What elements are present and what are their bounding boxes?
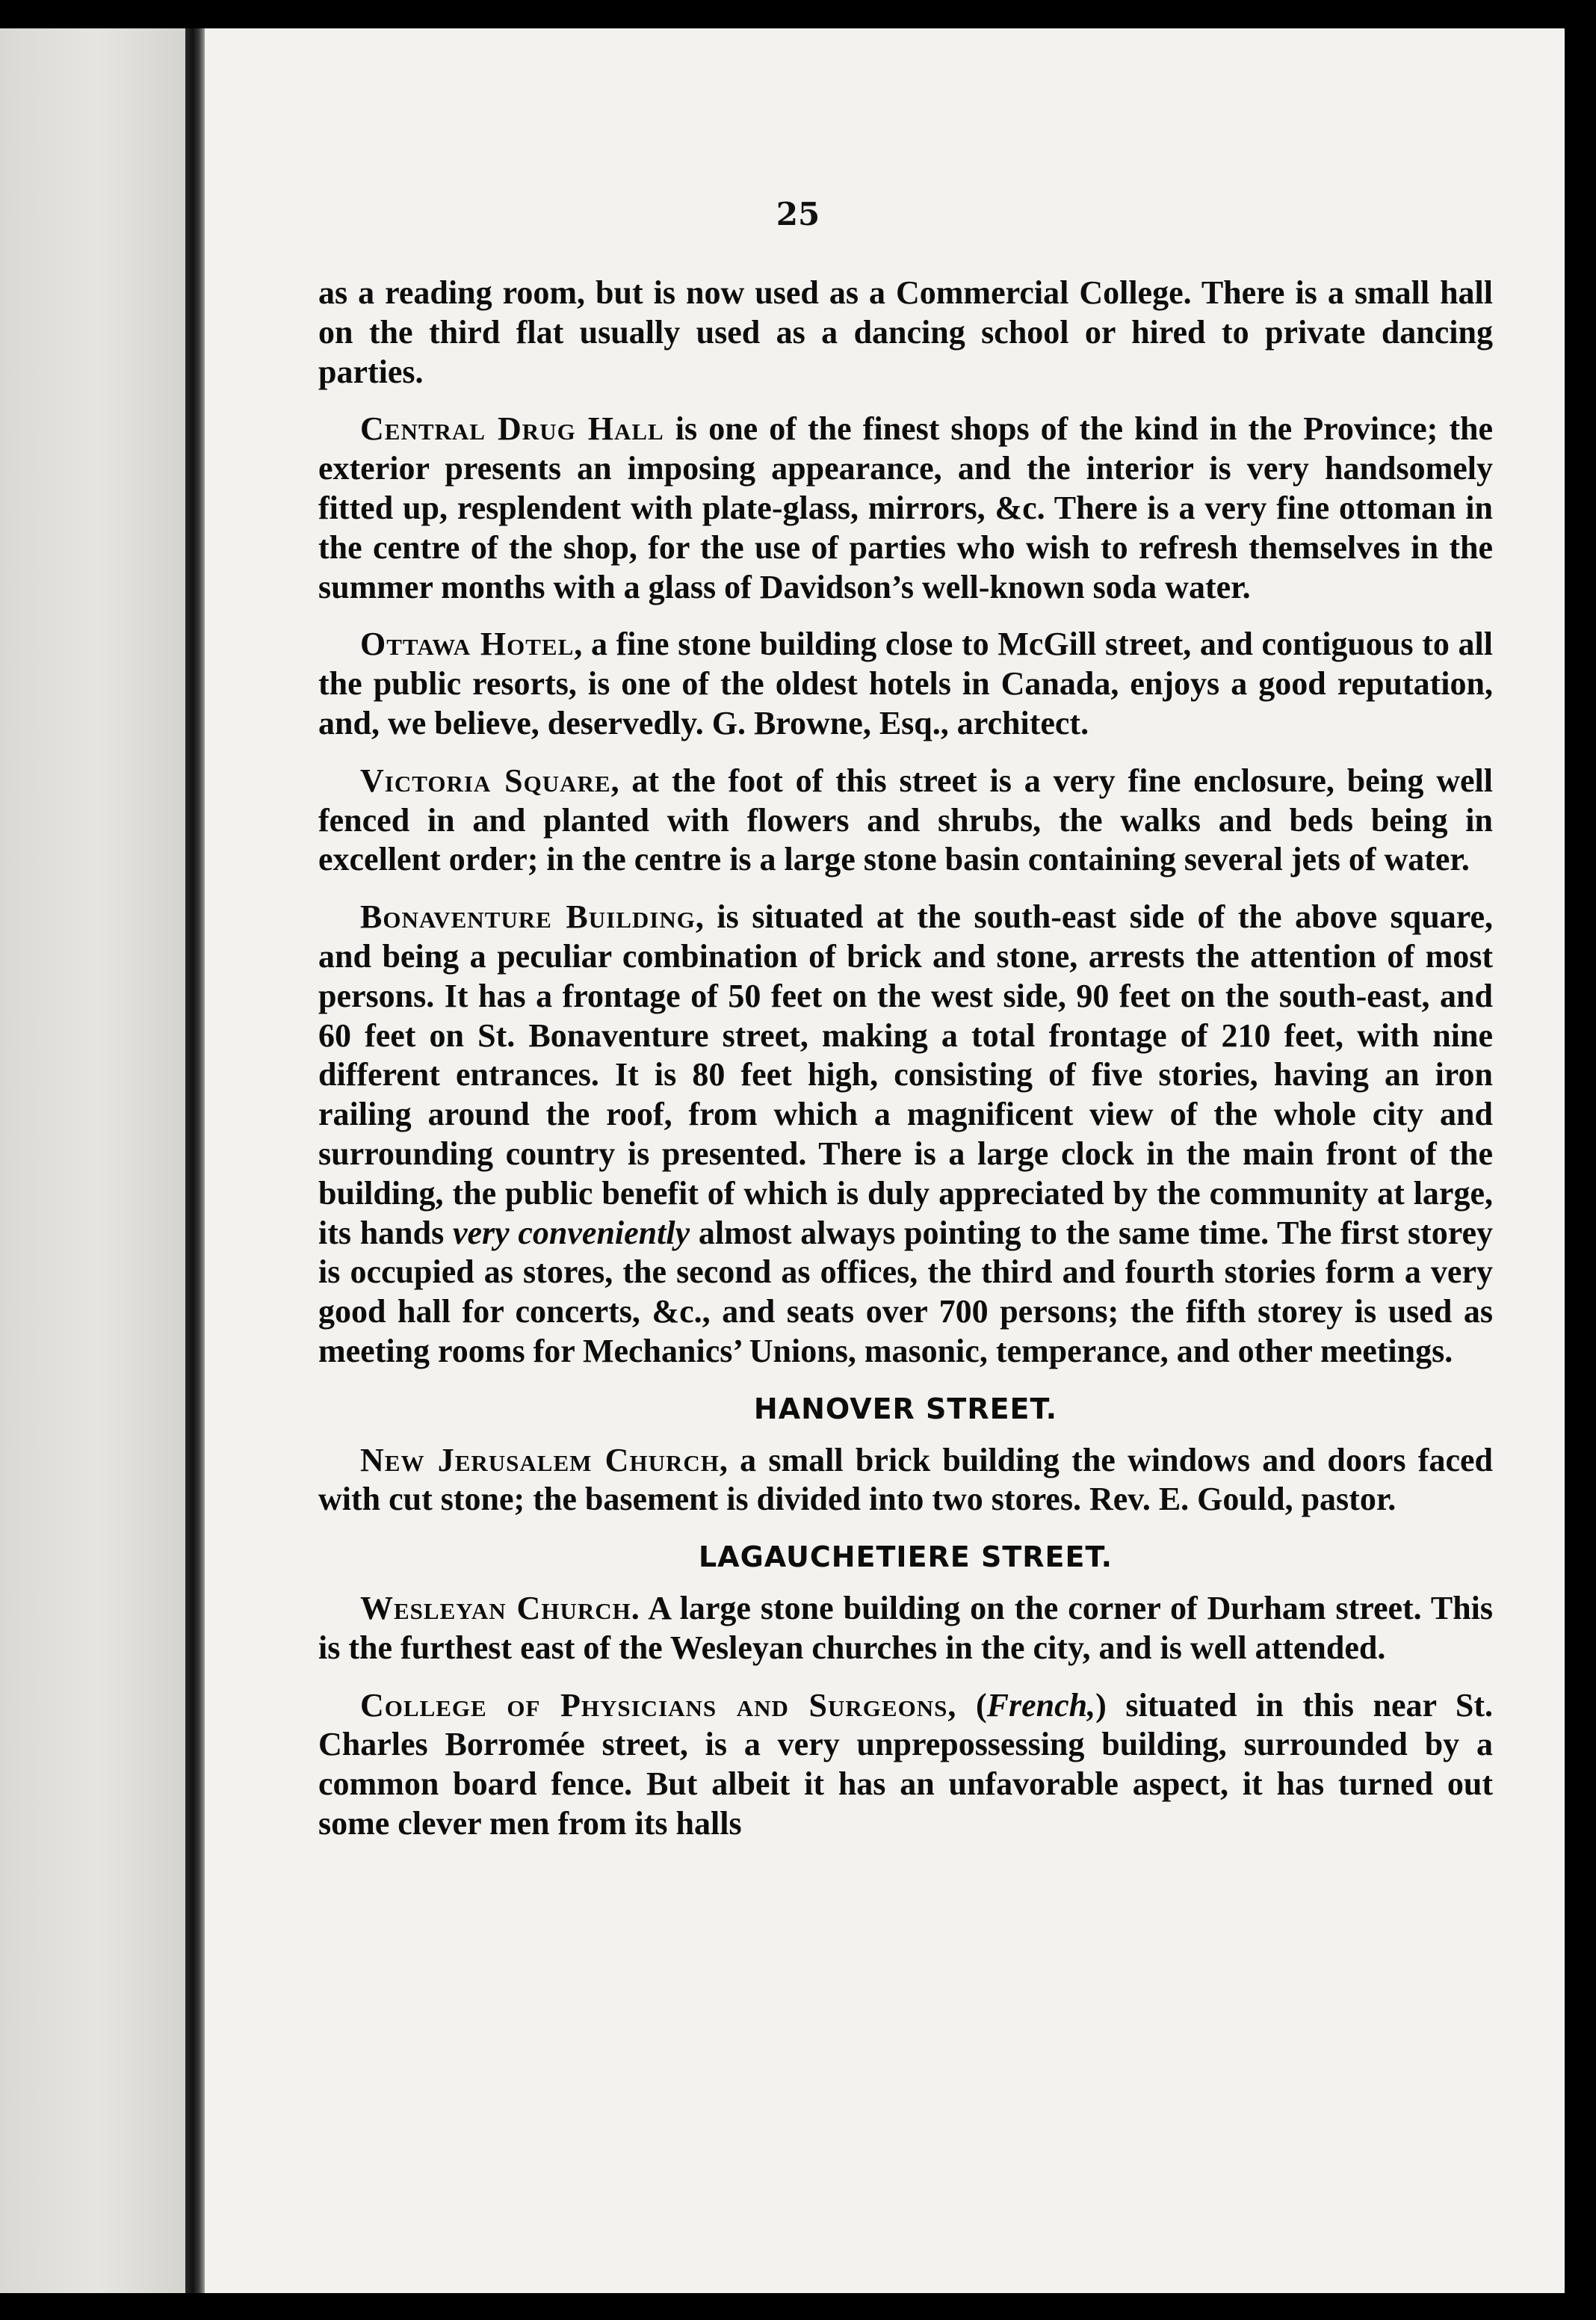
facing-page-edge: [0, 28, 196, 2293]
paragraph-wesleyan-church: [318, 1589, 1493, 1668]
paragraph-intro: [318, 274, 1493, 392]
paragraph-text: , a fine stone building close to McGill street, and contiguous to all the public resorts, is one of the oldest hotels in Canada, enjoys a good reputation, and, we believe, deservedly. G. Browne, Esq., architect.: [318, 626, 1493, 741]
book-gutter: [185, 28, 205, 2293]
paragraph-bonaventure-building: [318, 898, 1493, 1372]
paragraph-text: , is situated at the south-east side of the above square, and being a peculiar combination of brick and stone, arrests the attention of most persons. It has a frontage of 50 feet on the west side, 90 feet on the south-east, and 60 feet on St. Bonaventure street, making a total frontage of 210 feet, with nine different entrances. It is 80 feet high, consisting of five stories, having an iron railing around the roof, from which a magnificent view of the whole city and surrounding country is presented. There is a large clock in the main front of the building, the public benefit of which is duly appreciated by the community at large, its hands: [318, 898, 1493, 1251]
page-body: [318, 274, 1493, 1862]
section-heading-hanover-street: HANOVER STREET.: [753, 1392, 1058, 1425]
paragraph-ottawa-hotel: [318, 625, 1493, 743]
section-heading-lagauchetiere-street: LAGAUCHETIERE STREET.: [698, 1540, 1113, 1574]
paragraph-text: as a reading room, but is now used as a Commercial College. There is a small hall on the third flat usually used as a dancing school or hired to private dancing parties.: [318, 274, 1493, 390]
entry-title: Victoria Square: [360, 762, 611, 799]
entry-title: Wesleyan Church.: [360, 1589, 640, 1626]
paragraph-text-continued: almost always pointing to the same time. The first storey is occupied as stores, the second as offices, the third and fourth stories form a very good hall for concerts, &c., and seats over 700 persons; the fifth storey is used as meeting rooms for Mechanics’ Unions, masonic, temperance, and other meetings.: [318, 1214, 1493, 1369]
paragraph-text: is one of the finest shops of the kind in the Province; the exterior presents an imposing appearance, and the interior is very handsomely fitted up, resplendent with plate-glass, mirrors, &c. There is a very fine ottoman in the centre of the shop, for the use of parties who wish to refresh themselves in the summer months with a glass of Davidson’s well-known soda water.: [318, 410, 1493, 605]
paragraph-central-drug-hall: [318, 410, 1493, 607]
italic-phrase: French,: [986, 1686, 1096, 1724]
paragraph-text: , at the foot of this street is a very fine enclosure, being well fenced in and planted with flowers and shrubs, the walks and beds being in excellent order; in the centre is a large stone basin containing several jets of water.: [318, 762, 1494, 878]
paragraph-text: ) situated in this near St. Charles Borromée street, is a very unprepossessing building, surrounded by a common board fence. But albeit it has an unfavorable aspect, it has turned out some clever men from its halls: [318, 1686, 1493, 1842]
entry-title: Ottawa Hotel: [360, 626, 575, 663]
page-number: 25: [776, 196, 820, 232]
paragraph-college-physicians: [318, 1686, 1493, 1844]
paragraph-text: , a small brick building the windows and doors faced with cut stone; the basement is divided into two stores. Rev. E. Gould, pastor.: [318, 1441, 1493, 1518]
entry-title: College of Physicians and Surgeons,: [360, 1686, 957, 1724]
paren-open: (: [956, 1686, 987, 1724]
entry-title: New Jerusalem Church: [360, 1441, 720, 1478]
entry-title: Central Drug Hall: [360, 410, 664, 448]
paragraph-text: A large stone building on the corner of Durham street. This is the furthest east of the Wesleyan churches in the city, and is well attended.: [318, 1589, 1494, 1666]
paragraph-victoria-square: [318, 762, 1493, 880]
entry-title: Bonaventure Building: [360, 898, 696, 936]
italic-phrase: very conveniently: [452, 1214, 690, 1251]
paragraph-new-jerusalem-church: [318, 1441, 1493, 1520]
